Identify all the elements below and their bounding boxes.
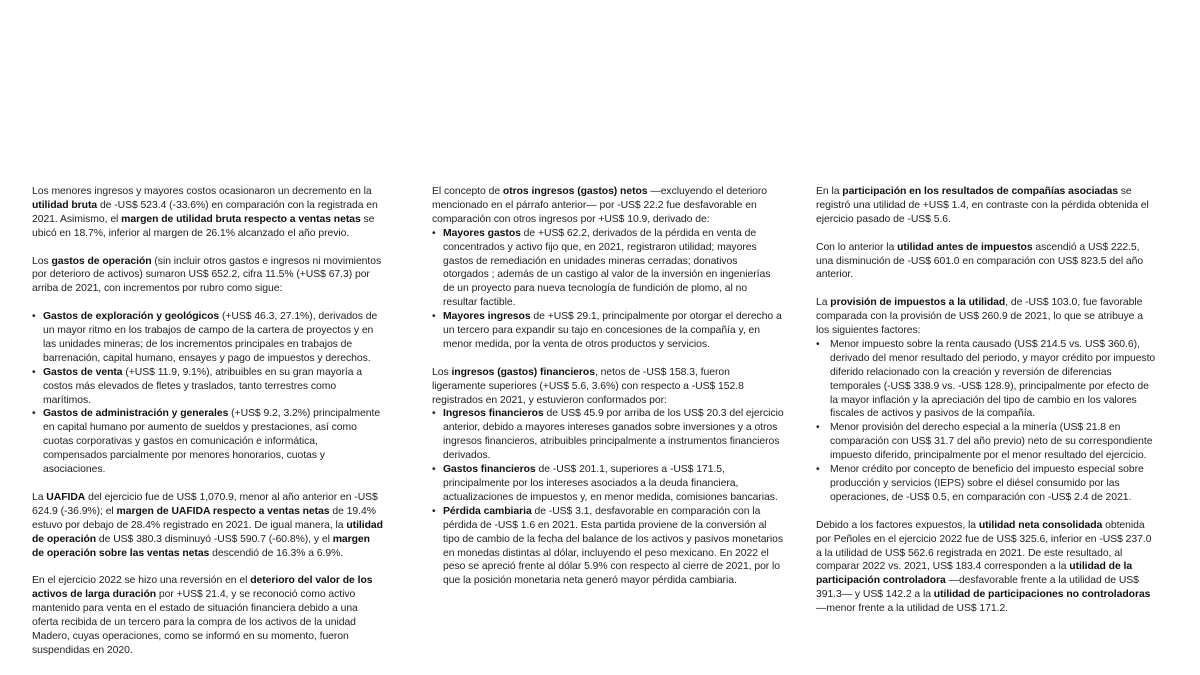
bold-term: Gastos de venta [43, 366, 123, 378]
text-run: —desfavorable frente a la utilidad de US$ 391.3— y US$ 142.2 a la [816, 575, 1139, 601]
text-run: Los [432, 366, 452, 378]
text-run: Los menores ingresos y mayores costos ocasionaron un decremento en la [32, 186, 372, 197]
bold-term: utilidad antes de impuestos [897, 241, 1033, 253]
paragraph-financial-income [432, 366, 784, 408]
text-column-1 [32, 185, 384, 672]
bold-term: margen de operación sobre las ventas netas [32, 533, 370, 559]
text-run: (+US$ 9.2, 3.2%) principalmente en capital humano por aumento de sueldos y prestaciones, así como cuotas corporativas y gastos en comunicación e informática, compensados parcialmente por menores honorarios, cuotas y asociaciones. [43, 408, 381, 476]
text-run: descendió de 16.3% a 6.9%. [209, 547, 344, 559]
text-run: del ejercicio fue de US$ 1,070.9, menor al año anterior en -US$ 624.9 (-36.9%); el [32, 491, 378, 517]
bold-term: Gastos de administración y generales [43, 408, 229, 420]
text-run: , netos de -US$ 158.3, fueron ligeramente superiores (+US$ 5.6, 3.6%) con respecto a -US$ 152.8 registrados en 2021, y estuvieron conformados por: [432, 366, 744, 406]
text-run: Con lo anterior la [816, 241, 898, 253]
bold-term: UAFIDA [46, 491, 86, 503]
list-item [32, 407, 384, 477]
bold-term: utilidad neta consolidada [978, 519, 1103, 531]
text-run: de US$ 380.3 disminuyó -US$ 590.7 (-60.8%), y el [96, 533, 333, 545]
bold-term: provisión de impuestos a la utilidad [830, 297, 1006, 309]
bold-term: gastos de operación [51, 255, 152, 267]
tax-factors-list [816, 338, 1156, 505]
list-item [432, 407, 784, 463]
bold-term: utilidad de la participación controladora [816, 561, 1133, 587]
operating-expenses-list [32, 310, 384, 477]
paragraph-other-income [432, 185, 784, 227]
list-item [816, 338, 1156, 421]
bold-term: utilidad de operación [32, 519, 383, 545]
bold-term: Gastos de exploración y geológicos [43, 311, 220, 323]
text-run: Debido a los factores expuestos, la [816, 519, 979, 531]
paragraph-impairment [32, 574, 384, 657]
paragraph-net-income [816, 519, 1156, 616]
text-run: obtenida por Peñoles en el ejercicio 2022 fue de US$ 325.6, inferior en -US$ 237.0 a la utilidad de US$ 562.6 registrada en 2021. De este resultado, al comparar 2022 vs. 2021, US$ 183.4 corresponden a la [816, 519, 1152, 573]
financial-items-list [432, 407, 784, 588]
paragraph-operating-expenses [32, 255, 384, 297]
bold-term: margen de UAFIDA respecto a ventas netas [116, 505, 330, 517]
bold-term: otros ingresos (gastos) netos [502, 186, 648, 197]
text-run: La [32, 491, 47, 503]
bold-term: participación en los resultados de compañías asociadas [842, 186, 1118, 197]
text-run: (+US$ 11.9, 9.1%), atribuibles en su gran mayoría a costos más elevados de fletes y traslados, tanto terrestres como marítimos. [43, 366, 363, 406]
bold-term: Pérdida cambiaria [443, 505, 532, 517]
bold-term: Ingresos financieros [443, 408, 544, 420]
text-column-3 [816, 185, 1156, 630]
text-run: —menor frente a la utilidad de US$ 171.2. [816, 603, 1009, 615]
bold-term: utilidad de participaciones no controladoras [933, 589, 1151, 601]
bold-term: margen de utilidad bruta respecto a ventas netas [121, 213, 361, 225]
text-run: Los [32, 255, 52, 267]
list-item [432, 227, 784, 310]
text-run: En el ejercicio 2022 se hizo una reversión en el [32, 575, 251, 587]
text-run: Menor crédito por concepto de beneficio del impuesto especial sobre producción y servicios (IEPS) sobre el diésel consumido por las operaciones, de -US$ 0.5, en comparación con -US$ 2.4 de 2021. [830, 464, 1144, 503]
other-income-list [432, 227, 784, 352]
text-run: (+US$ 46.3, 27.1%), derivados de un mayor ritmo en los trabajos de campo de la cartera de proyectos y en las unidades mineras; de los incrementos principales en trabajos de barrenación, capital humano, ensayes y pago de impuestos y derechos. [43, 311, 378, 364]
bold-term: utilidad bruta [32, 199, 98, 211]
paragraph-tax-provision [816, 296, 1156, 338]
text-run: de +US$ 29.1, principalmente por otorgar el derecho a un tercero para expandir su tajo en concesiones de la compañía y, en menor medida, por la venta de otros productos y servicios. [443, 311, 782, 350]
text-run: de -US$ 201.1, superiores a -US$ 171.5, principalmente por los intereses asociados a la deuda financiera, actualizaciones de impuestos y, en menor medida, comisiones bancarias. [443, 464, 778, 503]
text-run: , de -US$ 103.0, fue favorable comparada con la provisión de US$ 260.9 de 2021, lo que se atribuye a los siguientes factores: [816, 297, 1143, 337]
list-item [32, 310, 384, 366]
text-run: de -US$ 523.4 (-33.6%) en comparación con la registrada en 2021. Asimismo, el [32, 199, 378, 225]
text-run: de -US$ 3.1, desfavorable en comparación con la pérdida de -US$ 1.6 en 2021. Esta partida proviene de la conversión al tipo de cambio de la fecha del balance de los activos y pasivos monetarios en monedas distintas al dólar, incluyendo el peso mexicano. En 2022 el peso se apreció frente al dólar 5.9% con respecto al cierre de 2021, por lo que la posición monetaria neta generó mayor pérdida cambiaria. [443, 505, 783, 587]
text-run: —excluyendo el deterioro mencionado en el párrafo anterior— por -US$ 22.2 fue desfavorable en comparación con otros ingresos por +US$ 10.9, derivado de: [432, 186, 767, 225]
paragraph-gross-profit [32, 185, 384, 241]
text-run: de +US$ 62.2, derivados de la pérdida en venta de concentrados y activo fijo que, en 2021, registraron utilidad; mayores gastos de remediación en unidades mineras cerradas; donativos otorgados ; además de un castigo al valor de la inversión en ingenierías de un proyecto para nueva tecnología de fundición de plomo, al no resultar factible. [443, 227, 771, 309]
bold-term: Mayores gastos [443, 227, 521, 239]
text-run: se ubicó en 18.7%, inferior al margen de 26.1% alcanzado el año previo. [32, 213, 375, 239]
list-item [816, 421, 1156, 463]
text-run: En la [816, 186, 843, 197]
paragraph-pretax-income [816, 241, 1156, 283]
list-item [432, 463, 784, 505]
bold-term: Gastos financieros [443, 464, 536, 476]
text-run: Menor provisión del derecho especial a la minería (US$ 21.8 en comparación con US$ 31.7 del año previo) neto de su correspondiente impuesto diferido, principalmente por el menor resultado del ejercicio. [830, 422, 1153, 462]
list-item [432, 505, 784, 588]
text-run: por +US$ 21.4, y se reconoció como activo mantenido para venta en el estado de situación financiera debido a una oferta recibida de un tercero para la compra de los activos de la unidad Madero, cuyas operaciones, como se informó en su momento, fueron suspendidas en 2020. [32, 589, 358, 656]
text-run: de US$ 45.9 por arriba de los US$ 20.3 del ejercicio anterior, debido a mayores intereses ganados sobre inversiones y a otros ingresos financieros, atribuibles principalmente a instrumentos financieros derivados. [443, 408, 784, 462]
list-item [816, 463, 1156, 505]
text-run: de 19.4% estuvo por debajo de 28.4% registrado en 2021. De igual manera, la [32, 505, 376, 531]
bold-term: deterioro del valor de los activos de larga duración [32, 575, 373, 601]
list-item [432, 310, 784, 352]
list-item [32, 366, 384, 408]
text-run: (sin incluir otros gastos e ingresos ni movimientos por deterioro de activos) sumaron US$ 652.2, cifra 11.5% (+US$ 67.3) por arriba de 2021, con incrementos por rubro como sigue: [32, 255, 382, 295]
text-run: ascendió a US$ 222.5, una disminución de -US$ 601.0 en comparación con US$ 823.5 del año anterior. [816, 241, 1144, 281]
paragraph-associates [816, 185, 1156, 227]
text-column-2 [432, 185, 784, 602]
bold-term: Mayores ingresos [443, 311, 531, 323]
bold-term: ingresos (gastos) financieros [451, 366, 595, 378]
text-run: La [816, 297, 831, 309]
text-run: El concepto de [432, 186, 503, 197]
text-run: Menor impuesto sobre la renta causado (US$ 214.5 vs. US$ 360.6), derivado del menor resultado del periodo, y mayor crédito por impuesto diferido relacionado con la creación y reversión de diferencias temporales (-US$ 338.9 vs. -US$ 128.9), principalmente por efecto de la mayor inflación y la apreciación del tipo de cambio en los valores fiscales de activos y pasivos de la compañía. [830, 338, 1156, 420]
text-run: se registró una utilidad de +US$ 1.4, en contraste con la pérdida obtenida el ejercicio pasado de -US$ 5.6. [816, 186, 1149, 225]
paragraph-uafida [32, 491, 384, 561]
